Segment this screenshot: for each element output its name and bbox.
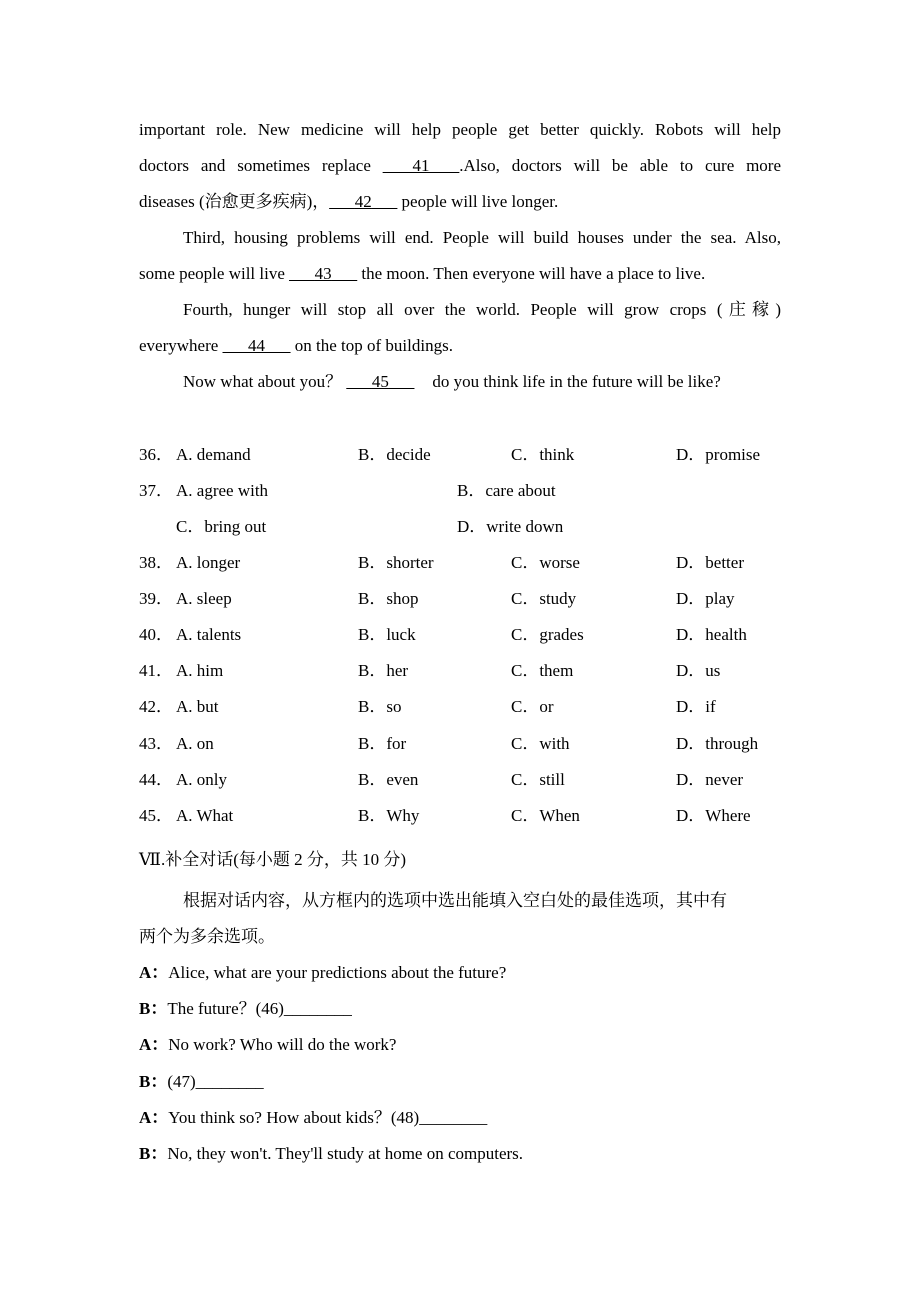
option-d: D．never — [676, 770, 744, 789]
question-number: 44． — [139, 770, 173, 789]
blank-41: 41 — [412, 156, 430, 175]
option-a: A. demand — [176, 445, 251, 464]
blank-44: 44 — [248, 336, 266, 355]
option-d: D．play — [676, 589, 735, 608]
question-number: 43． — [139, 734, 173, 753]
option-a: A. What — [176, 806, 234, 825]
passage-line — [139, 155, 781, 177]
option-c: C．study — [511, 589, 577, 608]
question-number: 42． — [139, 697, 173, 716]
option-d: D．better — [676, 553, 744, 572]
option-c: C．with — [511, 734, 570, 753]
dialogue-line — [139, 962, 506, 984]
option-b: B．her — [358, 661, 409, 680]
text-segment: diseases (治愈更多疾病)， — [139, 192, 330, 211]
option-d: D．health — [676, 625, 747, 644]
question-number: 38． — [139, 553, 173, 572]
question-number: 36． — [139, 445, 173, 464]
dialogue-line — [139, 1143, 523, 1165]
question-number: 45． — [139, 806, 173, 825]
dialogue-line — [139, 998, 352, 1020]
option-d: D．us — [676, 661, 721, 680]
option-d: D．write down — [457, 517, 564, 536]
question-number: 40． — [139, 625, 173, 644]
option-a: A. him — [176, 661, 224, 680]
instruction-text: 根据对话内容，从方框内的选项中选出能填入空白处的最佳选项，其中有 — [183, 891, 727, 910]
option-a: A. sleep — [176, 589, 232, 608]
option-b: B．decide — [358, 445, 431, 464]
option-b: B．Why — [358, 806, 420, 825]
text-segment: everywhere — [139, 336, 223, 355]
dialogue-text: No work? Who will do the work? — [168, 1035, 397, 1054]
blank-45: 45 — [371, 372, 389, 391]
option-c: C．When — [511, 806, 580, 825]
option-b: B．shop — [358, 589, 419, 608]
section-heading: Ⅶ.补全对话(每小题 2 分，共 10 分) — [139, 850, 407, 869]
speaker-label: B： — [139, 1144, 168, 1163]
text-segment: some people will live — [139, 264, 290, 283]
dialogue-text: The future？(46)________ — [167, 999, 352, 1018]
text-segment: on the top of buildings. — [290, 336, 453, 355]
option-b: B．luck — [358, 625, 416, 644]
passage-line: important role. New medicine will help people get better quickly. Robots will help — [139, 120, 781, 139]
text-segment: Now what about you？ — [183, 372, 347, 391]
option-d: D．if — [676, 697, 716, 716]
option-d: D．Where — [676, 806, 751, 825]
text-segment: .Also, doctors will be able to cure more — [459, 156, 782, 175]
option-c: C．think — [511, 445, 575, 464]
speaker-label: B： — [139, 1072, 168, 1091]
passage-line — [139, 335, 453, 357]
text-segment: do you think life in the future will be like? — [432, 372, 721, 391]
text-segment: people will live longer. — [397, 192, 559, 211]
dialogue-text: You think so? How about kids？(48)________ — [168, 1108, 488, 1127]
blank-42: 42 — [354, 192, 372, 211]
option-c: C．them — [511, 661, 574, 680]
option-b: B．for — [358, 734, 407, 753]
option-d: D．promise — [676, 445, 761, 464]
option-b: B．so — [358, 697, 402, 716]
option-b: B．care about — [457, 481, 556, 500]
option-c: C．or — [511, 697, 554, 716]
option-a: A. but — [176, 697, 219, 716]
passage-line: Third, housing problems will end. People will build houses under the sea. Also, — [183, 228, 781, 247]
speaker-label: A： — [139, 1108, 169, 1127]
dialogue-line — [139, 1107, 487, 1129]
dialogue-text: Alice, what are your predictions about the future? — [168, 963, 507, 982]
passage-line: Fourth, hunger will stop all over the world. People will grow crops (庄稼) — [183, 300, 781, 319]
option-a: A. only — [176, 770, 227, 789]
instruction-text: 两个为多余选项。 — [139, 927, 275, 946]
question-number: 37． — [139, 481, 173, 500]
option-a: A. longer — [176, 553, 241, 572]
option-a: A. talents — [176, 625, 242, 644]
option-b: B．shorter — [358, 553, 434, 572]
option-a: A. on — [176, 734, 214, 753]
option-c: C．worse — [511, 553, 580, 572]
speaker-label: B： — [139, 999, 168, 1018]
text-segment: the moon. Then everyone will have a place to live. — [357, 264, 706, 283]
option-b: B．even — [358, 770, 419, 789]
dialogue-line — [139, 1071, 264, 1093]
blank-43: 43 — [314, 264, 332, 283]
dialogue-text: (47)________ — [167, 1072, 264, 1091]
passage-line — [139, 263, 705, 285]
question-number: 39． — [139, 589, 173, 608]
dialogue-line — [139, 1034, 396, 1056]
passage-line — [183, 371, 721, 393]
speaker-label: A： — [139, 1035, 169, 1054]
option-d: D．through — [676, 734, 759, 753]
speaker-label: A： — [139, 963, 169, 982]
dialogue-text: No, they won't. They'll study at home on computers. — [167, 1144, 524, 1163]
question-number: 41． — [139, 661, 173, 680]
option-c: C．still — [511, 770, 565, 789]
text-segment: doctors and sometimes replace — [139, 156, 383, 175]
option-a: A. agree with — [176, 481, 269, 500]
option-c: C．bring out — [176, 517, 267, 536]
passage-line — [139, 191, 558, 213]
option-c: C．grades — [511, 625, 584, 644]
